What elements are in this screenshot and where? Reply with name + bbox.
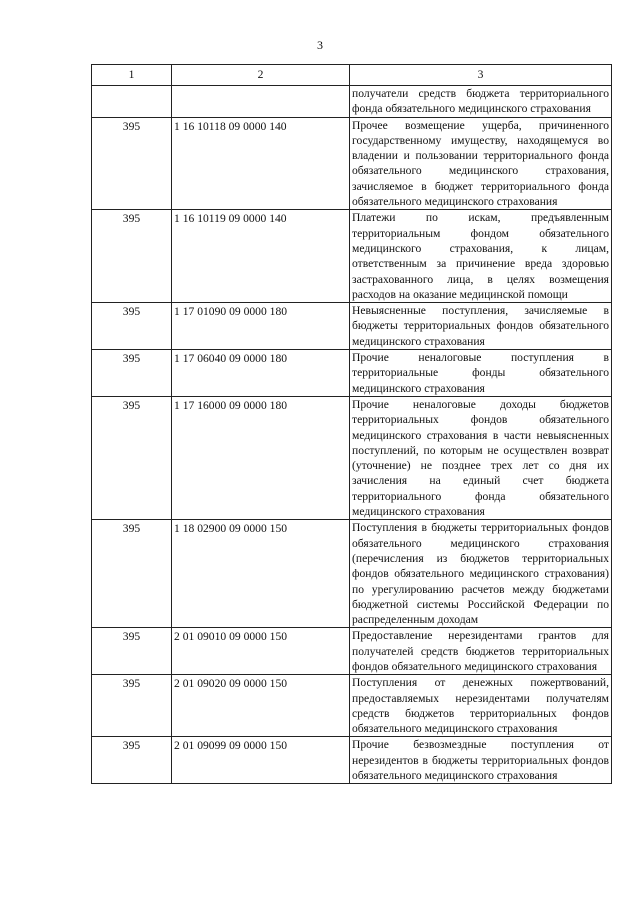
description-cell: Предоставление нерезидентами грантов для получателей средств бюджетов территориальных фондов обязательного медицинского страхования <box>350 628 612 675</box>
table-row <box>92 396 612 519</box>
kbk-code-cell <box>172 86 350 118</box>
table-row <box>92 520 612 628</box>
description-cell: Поступления от денежных пожертвований, предоставляемых нерезидентами получателям средств бюджетов территориальных фондов обязательного медицинского страхования <box>350 675 612 737</box>
description-cell: Поступления в бюджеты территориальных фондов обязательного медицинского страхования (перечисления из бюджетов территориальных фондов обязательного медицинского страхования) по урегулированию расчетов между бюджетами бюджетной системы Российской Федерации по распределенным доходам <box>350 520 612 628</box>
kbk-code-cell: 2 01 09020 09 0000 150 <box>172 675 350 737</box>
kbk-code-cell: 1 17 01090 09 0000 180 <box>172 303 350 350</box>
page-number: 3 <box>317 38 323 52</box>
kbk-code-cell: 1 16 10118 09 0000 140 <box>172 117 350 210</box>
table-row <box>92 86 612 118</box>
kbk-code-cell: 1 18 02900 09 0000 150 <box>172 520 350 628</box>
description-cell: получатели средств бюджета территориального фонда обязательного медицинского страхования <box>350 86 612 118</box>
kbk-code-cell: 2 01 09099 09 0000 150 <box>172 737 350 784</box>
admin-code-cell: 395 <box>92 117 172 210</box>
description-cell: Платежи по искам, предъявленным территориальным фондом обязательного медицинского страхования, к лицам, ответственным за причинение вреда здоровью застрахованного лица, в целях возмещения расходов на оказание медицинской помощи <box>350 210 612 303</box>
table-header-row <box>92 65 612 86</box>
column-header-3: 3 <box>350 65 612 86</box>
kbk-code-cell: 2 01 09010 09 0000 150 <box>172 628 350 675</box>
table-row <box>92 350 612 397</box>
table-body <box>92 86 612 784</box>
description-cell: Прочие неналоговые доходы бюджетов территориальных фондов обязательного медицинского страхования в части невыясненных поступлений, по которым не осуществлен возврат (уточнение) не позднее трех лет со дня их зачисления на единый счет бюджета территориального фонда обязательного медицинского страхования <box>350 396 612 519</box>
revenue-codes-table <box>91 64 612 784</box>
kbk-code-cell: 1 16 10119 09 0000 140 <box>172 210 350 303</box>
admin-code-cell: 395 <box>92 303 172 350</box>
table-header <box>92 65 612 86</box>
description-cell: Невыясненные поступления, зачисляемые в бюджеты территориальных фондов обязательного медицинского страхования <box>350 303 612 350</box>
table-row <box>92 675 612 737</box>
admin-code-cell: 395 <box>92 210 172 303</box>
admin-code-cell: 395 <box>92 675 172 737</box>
table-row <box>92 117 612 210</box>
admin-code-cell: 395 <box>92 350 172 397</box>
kbk-code-cell: 1 17 16000 09 0000 180 <box>172 396 350 519</box>
description-cell: Прочие неналоговые поступления в территориальные фонды обязательного медицинского страхования <box>350 350 612 397</box>
kbk-code-cell: 1 17 06040 09 0000 180 <box>172 350 350 397</box>
admin-code-cell: 395 <box>92 396 172 519</box>
admin-code-cell: 395 <box>92 737 172 784</box>
table-row <box>92 737 612 784</box>
column-header-2: 2 <box>172 65 350 86</box>
admin-code-cell: 395 <box>92 520 172 628</box>
table-row <box>92 303 612 350</box>
admin-code-cell: 395 <box>92 628 172 675</box>
description-cell: Прочее возмещение ущерба, причиненного государственному имуществу, находящемуся во владении и пользовании территориального фонда обязательного медицинского страхования, зачисляемое в бюджет территориального фонда обязательного медицинского страхования <box>350 117 612 210</box>
admin-code-cell <box>92 86 172 118</box>
table-row <box>92 210 612 303</box>
column-header-1: 1 <box>92 65 172 86</box>
table-row <box>92 628 612 675</box>
description-cell: Прочие безвозмездные поступления от нерезидентов в бюджеты территориальных фондов обязательного медицинского страхования <box>350 737 612 784</box>
